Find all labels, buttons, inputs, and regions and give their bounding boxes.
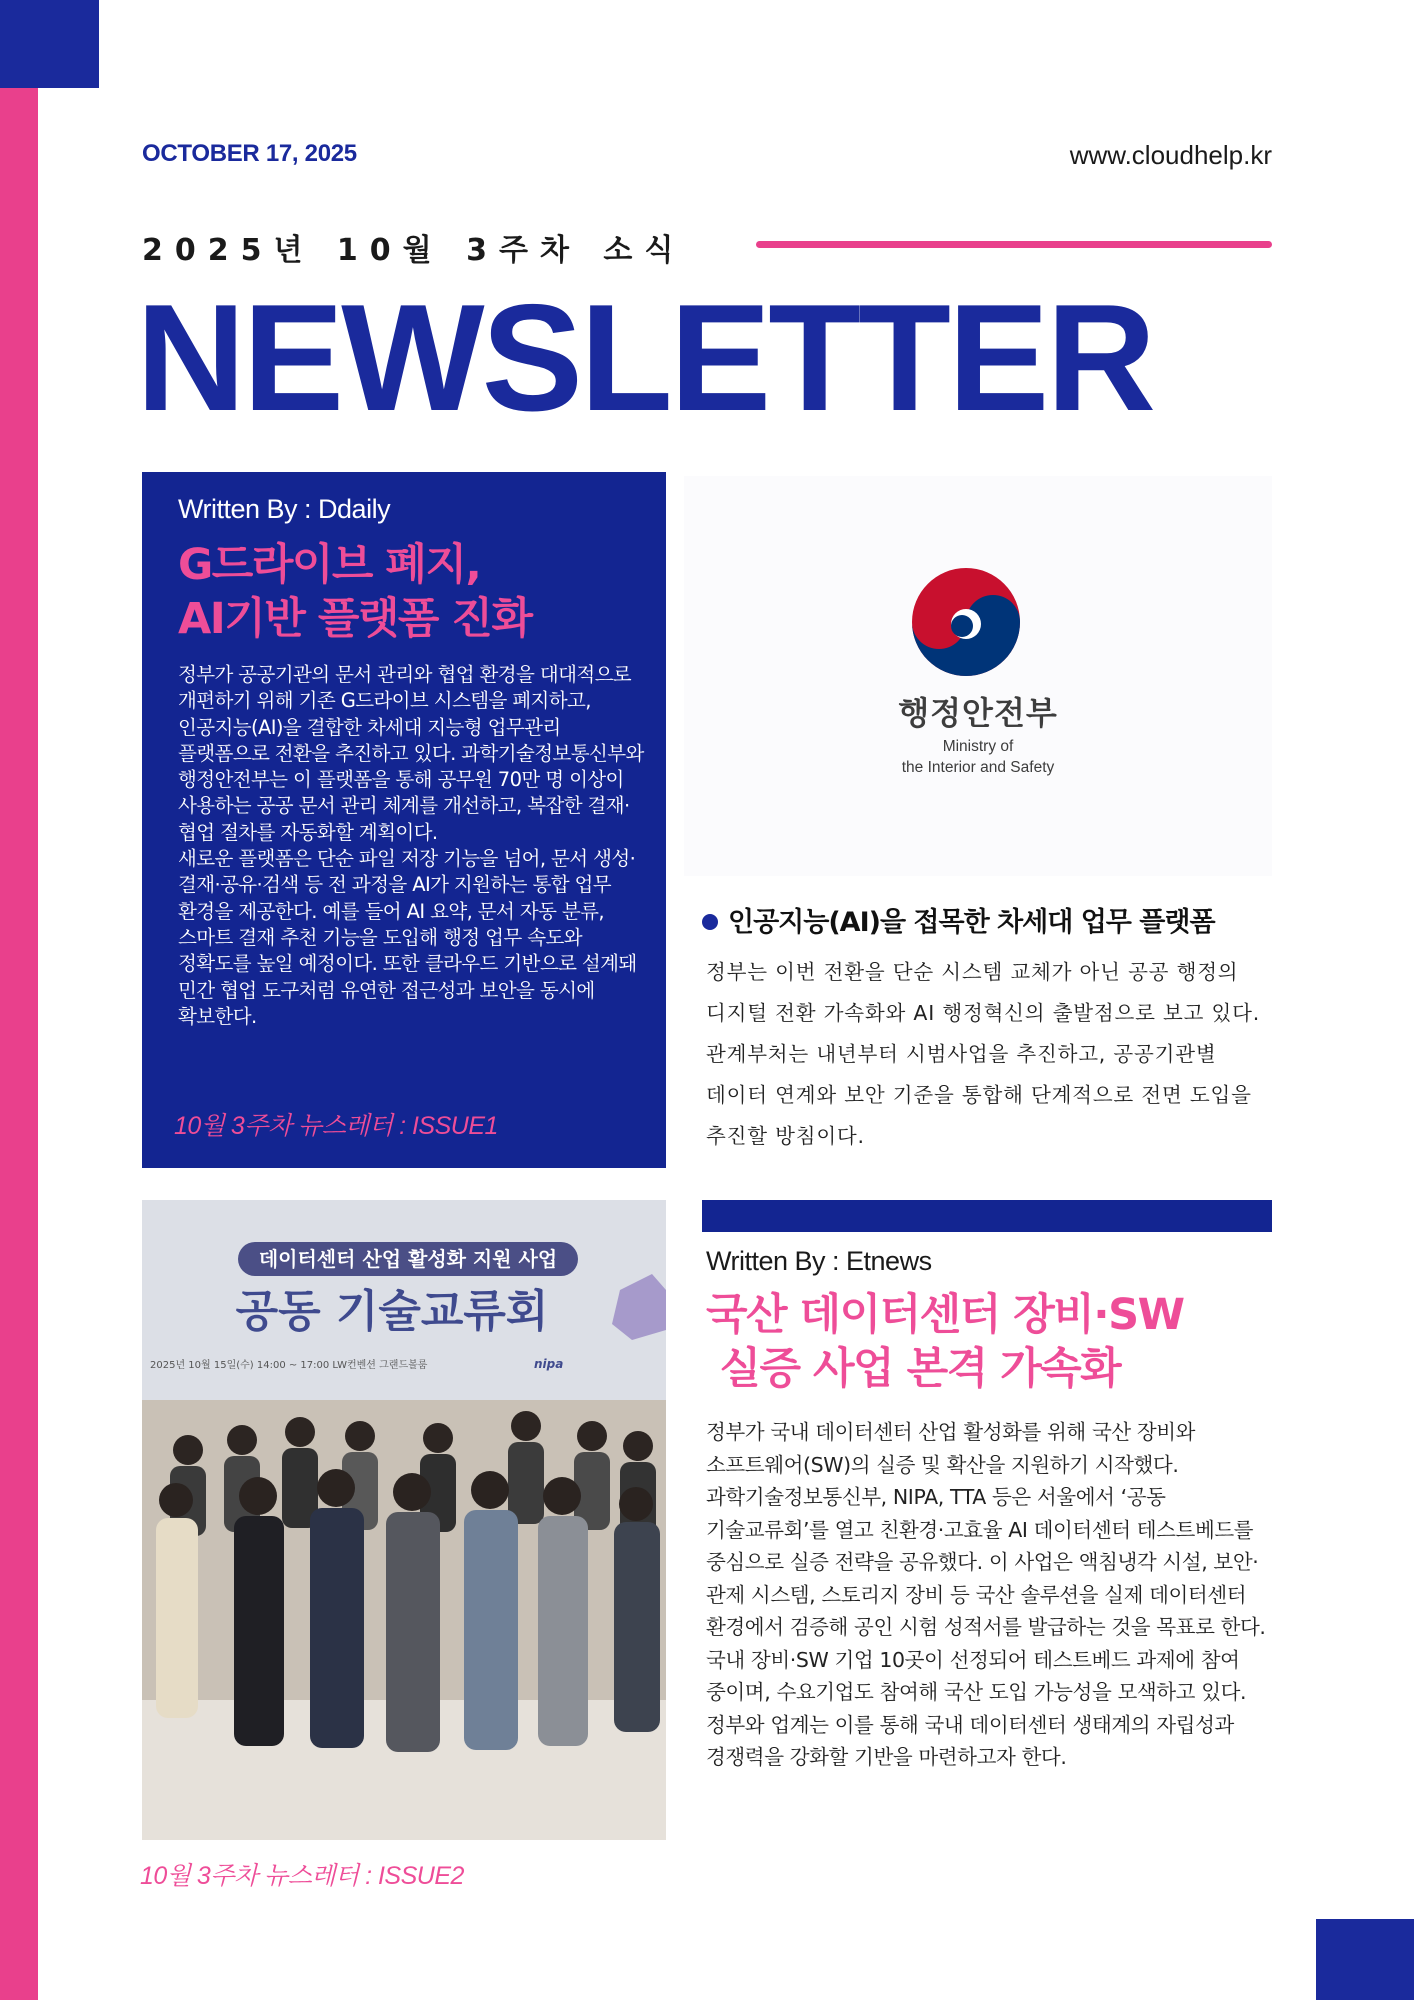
banner-sponsor-text: nipa (534, 1357, 564, 1371)
article-2-byline: Written By : Etnews (706, 1246, 932, 1276)
article-1-headline-line2: AI기반 플랫폼 진화 (178, 594, 532, 644)
bullet-body: 정부는 이번 전환을 단순 시스템 교체가 아닌 공공 행정의 디지털 전환 가속화와 AI 행정혁신의 출발점으로 보고 있다. 관계부처는 내년부터 시범사업을 추진하고, 공공기관별 데이터 연계와 보안 기준을 통합해 단계적으로 전면 도입을 추진할 방침이다. (706, 960, 1261, 1148)
website-link[interactable]: www.cloudhelp.kr (1069, 140, 1272, 170)
issue-2-label: 10월 3주차 뉴스레터 : ISSUE2 (140, 1862, 464, 1890)
bullet-icon (702, 914, 718, 930)
bottom-right-corner-block (1316, 1919, 1414, 2000)
article-1-headline (178, 538, 648, 646)
left-accent-bar (0, 0, 38, 2000)
article-1-card (142, 472, 666, 1168)
ministry-logo-panel (684, 476, 1272, 876)
ministry-name-english (684, 736, 1272, 778)
article-2-headline-line2: 실증 사업 본격 가속화 (706, 1344, 1121, 1394)
banner-main-text: 공동 기술교류회 (235, 1286, 549, 1337)
newsletter-title: NEWSLETTER (136, 273, 1154, 443)
ministry-name-korean: 행정안전부 (898, 694, 1058, 732)
banner-top-text: 데이터센터 산업 활성화 지원 사업 (258, 1247, 558, 1271)
ministry-name-english-line2: the Interior and Safety (901, 759, 1055, 776)
week-label: 2025년 10월 3주차 소식 (142, 233, 686, 268)
article-1-paragraph: 새로운 플랫폼은 단순 파일 저장 기능을 넘어, 문서 생성·결재·공유·검색 등 전 과정을 AI가 지원하는 통합 업무 환경을 제공한다. 예를 들어 AI 요약, 문서 자동 분류, 스마트 결재 추천 기능을 도입해 행정 업무 속도와 정확도를 높일 예정이다. 또한 클라우드 기반으로 설계돼 민간 협업 도구처럼 유연한 접근성과 보안을 동시에 확보한다. (178, 847, 637, 1028)
issue-date: OCTOBER 17, 2025 (142, 140, 357, 167)
pink-divider (756, 241, 1272, 248)
navy-divider (702, 1200, 1272, 1232)
article-1-paragraph: 정부가 공공기관의 문서 관리와 협업 환경을 대대적으로 개편하기 위해 기존 G드라이브 시스템을 폐지하고, 인공지능(AI)을 결합한 차세대 지능형 업무관리 플랫폼으로 전환을 추진하고 있다. 과학기술정보통신부와 행정안전부는 이 플랫폼을 통해 공무원 70만 명 이상이 사용하는 공공 문서 관리 체계를 개선하고, 복잡한 결재·협업 절차를 자동화할 계획이다. (178, 663, 644, 844)
banner-info-text: 2025년 10월 15일(수) 14:00 ~ 17:00 LW컨벤션 그랜드볼룸 (150, 1360, 428, 1371)
issue-1-label: 10월 3주차 뉴스레터 : ISSUE1 (174, 1112, 498, 1140)
article-2-paragraph: 정부가 국내 데이터센터 산업 활성화를 위해 국산 장비와 소프트웨어(SW)의 실증 및 확산을 지원하기 시작했다. 과학기술정보통신부, NIPA, TTA 등은 서울에서 ‘공동 기술교류회’를 열고 친환경·고효율 AI 데이터센터 테스트베드를 중심으로 실증 전략을 공유했다. 이 사업은 액침냉각 시설, 보안·관제 시스템, 스토리지 장비 등 국산 솔루션을 실제 데이터센터 환경에서 검증해 공인 시험 성적서를 발급하는 것을 목표로 한다. (706, 1420, 1266, 1639)
article-2-headline (706, 1288, 1276, 1396)
bullet-heading: 인공지능(AI)을 접목한 차세대 업무 플랫폼 (728, 907, 1215, 938)
ministry-name-english-line1: Ministry of (942, 738, 1014, 755)
taegeuk-emblem-icon (912, 568, 1020, 676)
article-2-paragraph: 국내 장비·SW 기업 10곳이 선정되어 테스트베드 과제에 참여 중이며, 수요기업도 참여해 국산 도입 가능성을 모색하고 있다. 정부와 업계는 이를 통해 국내 데이터센터 생태계의 자립성과 경쟁력을 강화할 기반을 마련하고자 한다. (706, 1647, 1247, 1769)
article-2-body (706, 1416, 1276, 1774)
article-1-headline-line1: G드라이브 폐지, (178, 540, 481, 590)
article-2-headline-line1: 국산 데이터센터 장비·SW (706, 1290, 1184, 1340)
top-left-corner-block (0, 0, 99, 88)
event-group-photo (142, 1200, 666, 1840)
article-1-byline: Written By : Ddaily (178, 494, 391, 524)
event-photo-illustration (142, 1200, 666, 1840)
article-1-body (178, 662, 648, 1030)
